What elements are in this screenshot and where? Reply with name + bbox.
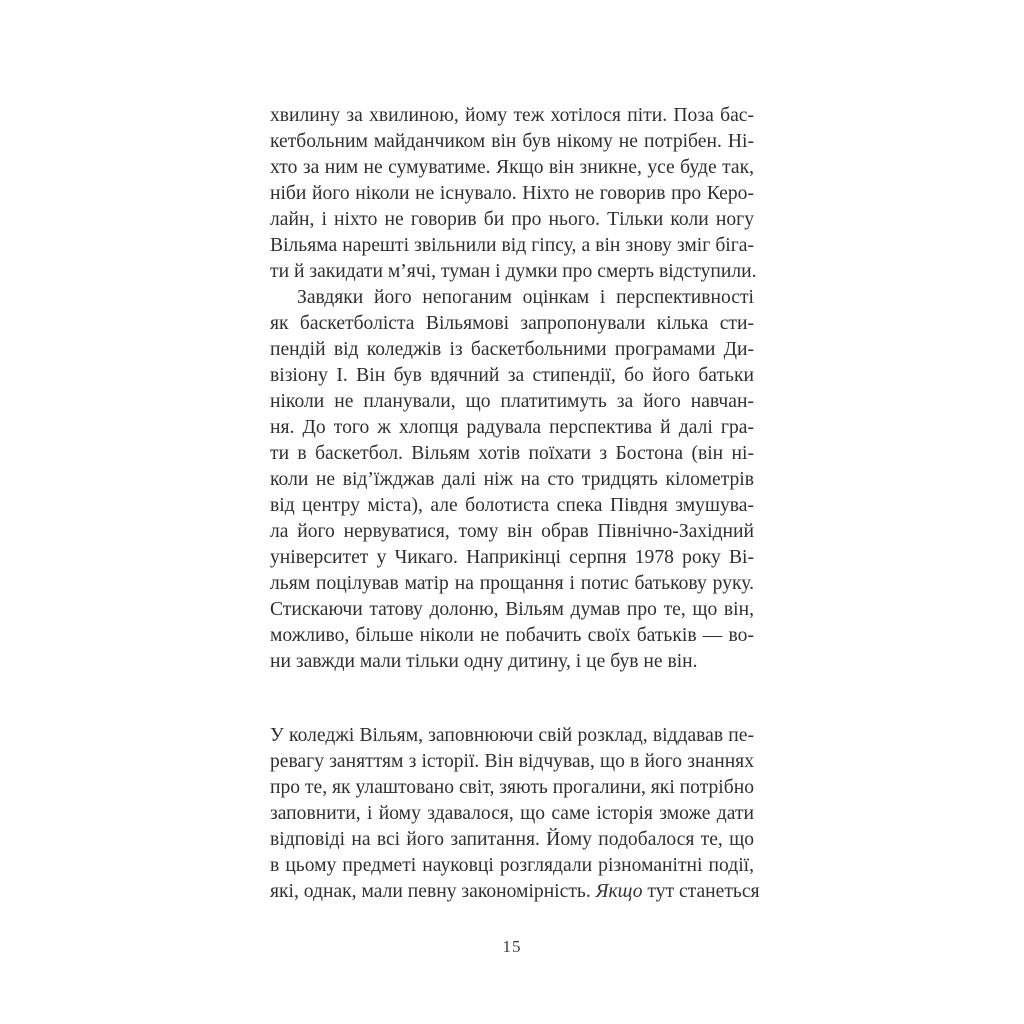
text-line: ти й закидати м’ячі, туман і думки про смерть відступили.: [270, 261, 757, 282]
text-line: як баскетболіста Вільямові запропонували кілька сти-: [270, 313, 754, 334]
paragraph-1: [270, 103, 757, 285]
text-line: ти в баскетбол. Вільям хотів поїхати з Бостона (він ні-: [270, 443, 754, 464]
text-line: можливо, більше ніколи не побачить своїх батьків — во-: [270, 625, 754, 646]
text-line: ла його нервуватися, тому він обрав Північно-Західний: [270, 521, 754, 542]
text-line: У коледжі Вільям, заповнюючи свій розклад, віддавав пе-: [270, 725, 754, 746]
text-section-2: [270, 723, 760, 905]
text-line: ревагу заняттям з історії. Він відчував, що в його знаннях: [270, 751, 754, 772]
text-line: ніколи не планували, що платитимуть за його навчан-: [270, 391, 754, 412]
text-line: університет у Чикаго. Наприкінці серпня 1978 року Ві-: [270, 547, 754, 568]
text-line: лайн, і ніхто не говорив би про нього. Тільки коли ногу: [270, 209, 754, 230]
text-line: хвилину за хвилиною, йому теж хотілося піти. Поза бас-: [270, 105, 754, 126]
text-line: ніби його ніколи не існувало. Ніхто не говорив про Керо-: [270, 183, 754, 204]
paragraph-2: [270, 285, 754, 675]
text-section-1: [270, 103, 757, 675]
paragraph-3: [270, 723, 760, 905]
text-line: в цьому предметі науковці розглядали різноманітні події,: [270, 855, 754, 876]
text-line: Завдяки його непоганим оцінкам і перспективності: [297, 287, 754, 308]
text-fragment: які, однак, мали певну закономірність.: [270, 881, 596, 902]
text-line: Вільяма нарешті звільнили від гіпсу, а він знову зміг біга-: [270, 235, 754, 256]
text-line: коли не від’їжджав далі ніж на сто тридцять кілометрів: [270, 469, 754, 490]
text-line: пендій від коледжів із баскетбольними програмами Ди-: [270, 339, 754, 360]
text-line: Стискаючи татову долоню, Вільям думав про те, що він,: [270, 599, 754, 620]
page-number: 15: [502, 937, 522, 956]
text-fragment: тут станеться: [642, 881, 760, 902]
text-line: ня. До того ж хлопця радувала перспектива й далі гра-: [270, 417, 754, 438]
italic-emphasis: Якщо: [595, 881, 643, 902]
text-line: від центру міста), але болотиста спека Півдня змушува-: [270, 495, 754, 516]
text-line: [270, 879, 760, 905]
text-line: візіону І. Він був вдячний за стипендії, бо його батьки: [270, 365, 754, 386]
text-line: хто за ним не сумуватиме. Якщо він зникне, усе буде так,: [270, 157, 754, 178]
text-line: ни завжди мали тільки одну дитину, і це був не він.: [270, 651, 698, 672]
text-line: відповіді на всі його запитання. Йому подобалося те, що: [270, 829, 754, 850]
text-line: про те, як улаштовано світ, зяють прогалини, які потрібно: [270, 777, 754, 798]
text-line: кетбольним майданчиком він був нікому не потрібен. Ні-: [270, 131, 754, 152]
text-line: льям поцілував матір на прощання і потис батькову руку.: [270, 573, 754, 594]
text-line: заповнити, і йому здавалося, що саме історія зможе дати: [270, 803, 754, 824]
